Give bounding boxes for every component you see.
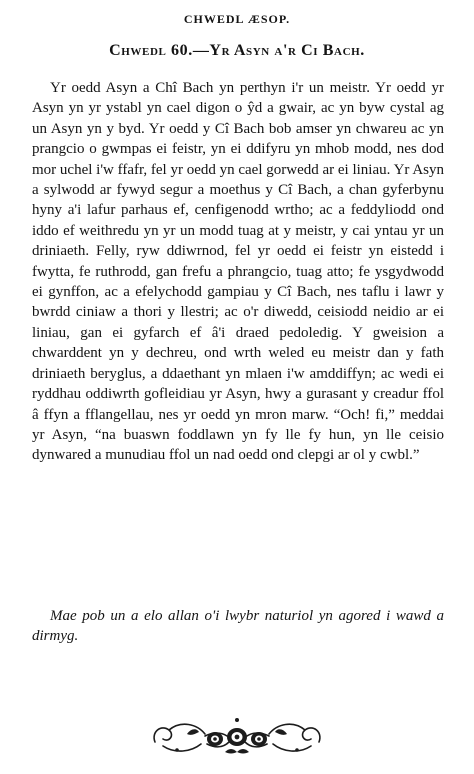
fable-title: Chwedl 60.—Yr Asyn a'r Ci Bach.: [109, 42, 365, 59]
fable-body: Yr oedd Asyn a Chî Bach yn perthyn i'r un meistr. Yr oedd yr Asyn yn yr ystabl yn cael digon o ŷd a gwair, ac yn byw cystal ag un Asyn yn y byd. Yr oedd y Cî Bach bob amser yn chwareu ac yn prangcio o gwmpas ei feistr, yn ei ddifyru yn mhob modd, nes dod mor uchel i'w ffafr, fel yr oedd yn cael gorwedd ar ei liniau. Yr Asyn a sylwodd ar fywyd segur a moethus y Cî Bach, a chan gyferbynu hyny a'i lafur parhaus ef, cenfigenodd wrtho; ac a feddyliodd ond iddo ef weithredu yn yr un modd tuag at y meistr, y cai yntau yr un driniaeth. Felly, ryw ddiwrnod, fel yr oedd ei feistr yn eistedd i fwytta, fe ruthrodd, gan frefu a phrangcio, tuag atto; fe ysgydwodd ei gynffon, ac a efelychodd gampiau y Cî Bach, nes taflu i lawr y bwrdd ciniaw a thori y llestri; ac o'r diwedd, ceisiodd neidio ar ei liniau, gan ei gyfarch ef â'i draed pedoledig. Y gweision a chwarddent yn y dechreu, ond wrth weled eu meistr dan y fath driniaeth beryglus, a ddaethant yn mlaen i'w amddiffyn; ac wedi ei ryddhau oddiwrth gofleidiau yr Asyn, hwy a gurasant y creadur ffol â ffyn a fflangellau, nes yr oedd yn mron marw. “Och! fi,” meddai yr Asyn, “na buaswn foddlawn yn fy lle fy hun, yn lle ceisio dynwared a munudiau ffol un nad oedd ond clepgi ar ol y cwbl.”: [32, 80, 444, 464]
floral-tailpiece-icon: [147, 712, 327, 760]
fable-moral: Mae pob un a elo allan o'i lwybr naturiol yn agored i wawd a dirmyg.: [32, 608, 444, 645]
running-head: CHWEDL ÆSOP.: [183, 12, 291, 26]
